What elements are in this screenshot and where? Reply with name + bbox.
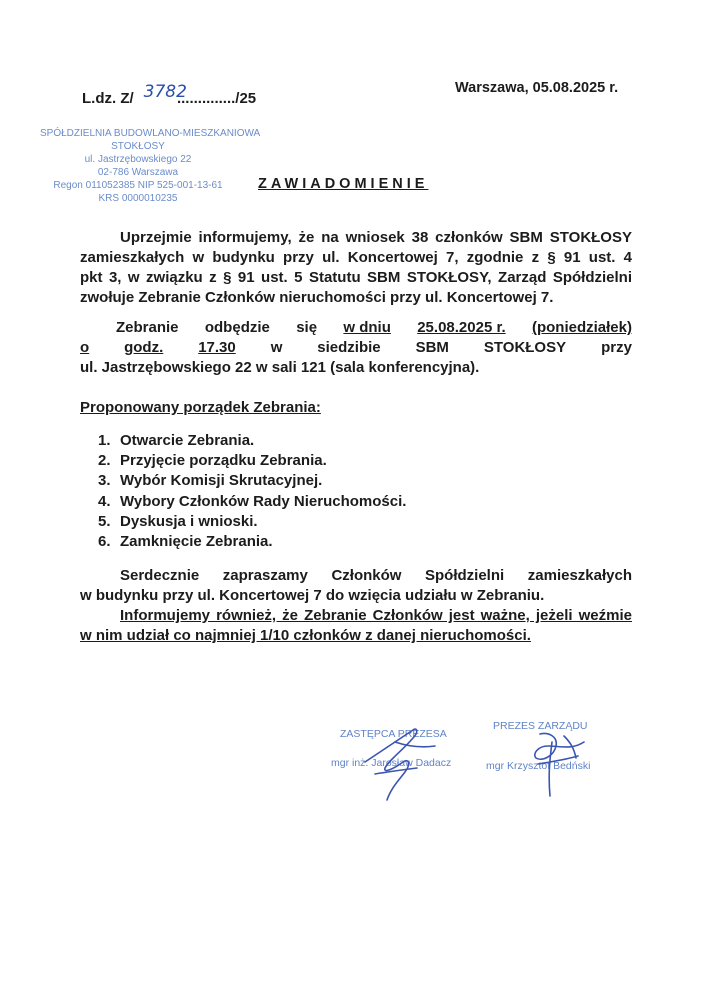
word: odbędzie [204,319,270,336]
agenda-item-number: 5. [98,512,111,530]
reference-prefix: L.dz. Z/ [82,90,134,107]
agenda-item [98,532,406,552]
reference-dots: .............. [176,90,236,107]
stamp-line: SPÓŁDZIELNIA BUDOWLANO-MIESZKANIOWA [40,128,261,139]
signature-name: mgr Krzysztof Bedński [486,760,591,772]
paragraph-line: ul. Jastrzębowskiego 22 w sali 121 (sala konferencyjna). [80,359,480,376]
agenda-item [98,431,406,451]
stamp-line: ul. Jastrzębowskiego 22 [84,154,192,165]
paragraph-line: Uprzejmie informujemy, że na wniosek 38 członków SBM STOKŁOSY [120,229,632,246]
word: Członków [331,567,402,584]
signature-name: mgr inż. Jarosław Dadacz [331,757,452,769]
meeting-time: 17.30 [198,339,236,356]
agenda-item-text: Zamknięcie Zebrania. [120,533,273,551]
word: godz. [124,339,164,356]
stamp-line: 02-786 Warszawa [97,167,179,178]
word: Serdecznie [120,567,200,584]
signature-title: ZASTĘPCA PREZESA [340,728,447,740]
paragraph-line: w budynku przy ul. Koncertowej 7 do wzięcia udziału w Zebraniu. [80,587,545,604]
meeting-details-paragraph [80,318,632,378]
agenda-heading: Proponowany porządek Zebrania: [80,399,321,416]
word: siedzibie [317,339,381,356]
meeting-day-label: w dniu [343,319,391,336]
place-and-date: Warszawa, 05.08.2025 r. [455,80,619,96]
word: zapraszamy [222,567,308,584]
agenda-item-text: Wybór Komisji Skrutacyjnej. [120,472,323,490]
signature-title: PREZES ZARZĄDU [493,720,588,732]
reference-suffix: /25 [235,90,257,107]
paragraph-line [80,318,632,338]
invitation-paragraph [80,566,632,646]
notice-paragraph [80,228,632,308]
word: Zebranie [116,319,179,336]
agenda-item-text: Przyjęcie porządku Zebrania. [120,452,327,470]
stamp-line: KRS 0000010235 [98,193,178,204]
agenda-item-number: 1. [98,432,111,449]
document-reference [82,82,257,108]
handwritten-signature-icon [325,712,475,807]
word: zamieszkałych [527,567,632,584]
reference-number-handwritten: 3782 [143,82,187,102]
meeting-date: 25.08.2025 r. [417,319,506,336]
agenda-item [98,451,406,471]
handwritten-signature-icon [478,712,608,807]
meeting-weekday: (poniedziałek) [531,319,632,336]
paragraph-line: zwołuje Zebranie Członków nieruchomości przy ul. Koncertowej 7. [80,289,554,306]
stamp-line: STOKŁOSY [111,141,165,152]
paragraph-line [80,338,632,358]
agenda-item [98,471,406,491]
signature-president [478,712,608,807]
agenda-item-text: Dyskusja i wnioski. [120,512,258,530]
agenda-item [98,492,406,512]
paragraph-line: zamieszkałych w budynku przy ul. Koncertowej 7, zgodnie z § 91 ust. 4 [80,249,632,266]
word: w [270,339,283,356]
stamp-line: Regon 011052385 NIP 525-001-13-61 [53,180,223,191]
agenda-list [98,431,406,552]
paragraph-line [80,566,632,586]
signature-deputy-president [325,712,475,807]
quorum-notice-line: w nim udział co najmniej 1/10 członków z danej nieruchomości. [80,627,531,644]
agenda-item-text: Otwarcie Zebrania. [120,432,255,449]
agenda-item-number: 4. [98,492,111,510]
agenda-item-number: 2. [98,452,111,470]
cooperative-stamp [40,127,261,205]
agenda-item [98,512,406,532]
document-title: ZAWIADOMIENIE [258,176,429,192]
word: STOKŁOSY [483,339,567,356]
word: przy [601,339,632,356]
word: się [296,319,318,336]
word: Spółdzielni [425,567,505,584]
word: SBM [415,339,449,356]
paragraph-line: pkt 3, w związku z § 91 ust. 5 Statutu SBM STOKŁOSY, Zarząd Spółdzielni [80,269,632,286]
agenda-item-number: 3. [98,472,111,490]
agenda-item-number: 6. [98,533,111,551]
agenda-item-text: Wybory Członków Rady Nieruchomości. [120,492,407,510]
word: o [80,339,90,356]
quorum-notice-line: Informujemy również, że Zebranie Członków jest ważne, jeżeli weźmie [120,607,632,624]
